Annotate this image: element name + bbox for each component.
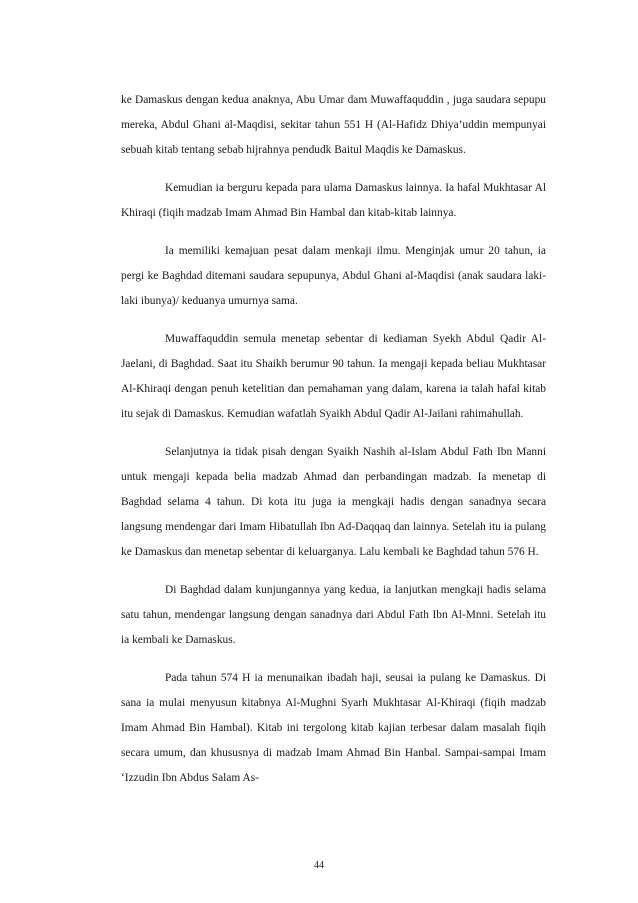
paragraph-syaikh-nashih: Selanjutnya ia tidak pisah dengan Syaikh Nashih al-Islam Abdul Fath Ibn Manni untuk mengaji kepada belia madzab Ahmad dan perbandingan madzab. Ia menetap di Baghdad selama 4 tahun. Di kota itu juga ia mengkaji hadis dengan sanadnya secara langsung mendengar dari Imam Hibatullah Ibn Ad-Daqqaq dan lainnya. Setelah itu ia pulang ke Damaskus dan menetap sebentar di keluarganya. Lalu kembali ke Baghdad tahun 576 H. [121,446,546,558]
paragraph-ibadah-haji: Pada tahun 574 H ia menunaikan ibadah haji, seusai ia pulang ke Damaskus. Di sana ia mulai menyusun kitabnya Al-Mughni Syarh Mukhtasar Al-Khiraqi (fiqih madzab Imam Ahmad Bin Hambal). Kitab ini tergolong kitab kajian terbesar dalam masalah fiqih secara umum, dan khususnya di madzab Imam Ahmad Bin Hanbal. Sampai-sampai Imam ‘Izzudin Ibn Abdus Salam As- [121,672,546,784]
paragraph-kunjungan-kedua: Di Baghdad dalam kunjungannya yang kedua, ia lanjutkan mengkaji hadis selama satu tahun, mendengar langsung dengan sanadnya dari Abdul Fath Ibn Al-Mnni. Setelah itu ia kembali ke Damaskus. [121,584,546,646]
body-text [121,88,546,804]
paragraph-berguru-ulama-damaskus: Kemudian ia berguru kepada para ulama Damaskus lainnya. Ia hafal Mukhtasar Al Khiraqi (fiqih madzab Imam Ahmad Bin Hambal dan kitab-kitab lainnya. [121,182,546,219]
page-number: 44 [314,860,324,871]
paragraph-syekh-abdul-qadir: Muwaffaquddin semula menetap sebentar di kediaman Syekh Abdul Qadir Al-Jaelani, di Baghdad. Saat itu Shaikh berumur 90 tahun. Ia mengaji kepada beliau Mukhtasar Al-Khiraqi dengan penuh ketelitian dan pemahaman yang dalam, karena ia talah hafal kitab itu sejak di Damaskus. Kemudian wafatlah Syaikh Abdul Qadir Al-Jailani rahimahullah. [121,333,546,420]
paragraph-pergi-ke-baghdad: Ia memiliki kemajuan pesat dalam menkaji ilmu. Menginjak umur 20 tahun, ia pergi ke Baghdad ditemani saudara sepupunya, Abdul Ghani al-Maqdisi (anak saudara laki-laki ibunya)/ keduanya umurnya sama. [121,245,546,307]
paragraph-continuation: ke Damaskus dengan kedua anaknya, Abu Umar dam Muwaffaquddin , juga saudara sepupu mereka, Abdul Ghani al-Maqdisi, sekitar tahun 551 H (Al-Hafidz Dhiya’uddin mempunyai sebuah kitab tentang sebab hijrahnya pendudk Baitul Maqdis ke Damaskus. [121,94,546,156]
